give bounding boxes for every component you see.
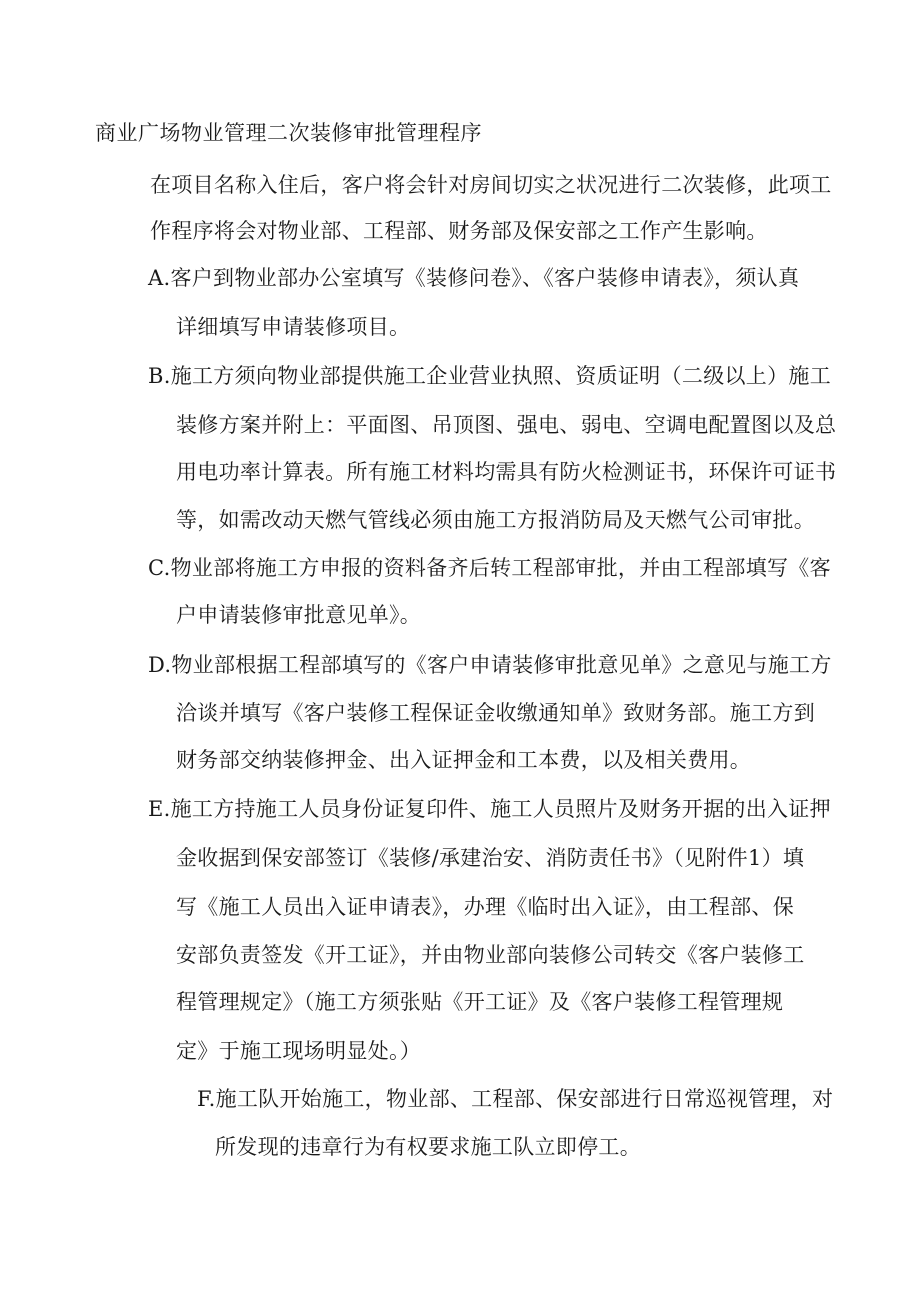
item-d-line-3: 财务部交纳装修押金、出入证押金和工本费，以及相关费用。 <box>176 748 752 772</box>
item-e-line-6: 定》于施工现场明显处。） <box>176 1039 422 1063</box>
item-f-line-2: 所发现的违章行为有权要求施工队立即停工。 <box>215 1135 641 1159</box>
document-title: 商业广场物业管理二次装修审批管理程序 <box>95 121 482 145</box>
item-e-line-5: 程管理规定》（施工方须张贴《开工证》及《客户装修工程管理规 <box>176 990 784 1014</box>
item-b-line-3: 用电功率计算表。所有施工材料均需具有防火检测证书，环保许可证书 <box>176 460 837 484</box>
item-a-line-1: A.客户到物业部办公室填写《装修问卷》、《客户装修申请表》，须认真 <box>148 266 800 290</box>
item-c-line-2: 户申请装修审批意见单》。 <box>176 603 422 627</box>
item-d-line-1: D.物业部根据工程部填写的《客户申请装修审批意见单》之意见与施工方 <box>148 653 832 677</box>
intro-line-2: 作程序将会对物业部、工程部、财务部及保安部之工作产生影响。 <box>150 219 768 243</box>
item-b-line-1: B.施工方须向物业部提供施工企业营业执照、资质证明（二级以上）施工 <box>148 364 832 388</box>
intro-line-1: 在项目名称入住后，客户将会针对房间切实之状况进行二次装修，此项工 <box>150 173 832 197</box>
item-e-line-3: 写《施工人员出入证申请表》，办理《临时出入证》，由工程部、保 <box>176 895 794 919</box>
item-b-line-2: 装修方案并附上：平面图、吊顶图、强电、弱电、空调电配置图以及总 <box>176 413 837 437</box>
item-e-line-2: 金收据到保安部签订《装修/承建治安、消防责任书》（见附件1）填 <box>176 846 805 870</box>
item-e-line-1: E.施工方持施工人员身份证复印件、施工人员照片及财务开据的出入证押 <box>148 797 831 821</box>
item-a-line-2: 详细填写申请装修项目。 <box>176 315 411 339</box>
item-d-line-2: 洽谈并填写《客户装修工程保证金收缴通知单》致财务部。施工方到 <box>176 701 815 725</box>
item-c-line-1: C.物业部将施工方申报的资料备齐后转工程部审批，并由工程部填写《客 <box>148 556 831 580</box>
item-e-line-4: 安部负责签发《开工证》，并由物业部向装修公司转交《客户装修工 <box>176 943 805 967</box>
item-b-line-4: 等，如需改动天燃气管线必须由施工方报消防局及天燃气公司审批。 <box>176 508 815 532</box>
item-f-line-1: F.施工队开始施工，物业部、工程部、保安部进行日常巡视管理，对 <box>197 1087 834 1111</box>
